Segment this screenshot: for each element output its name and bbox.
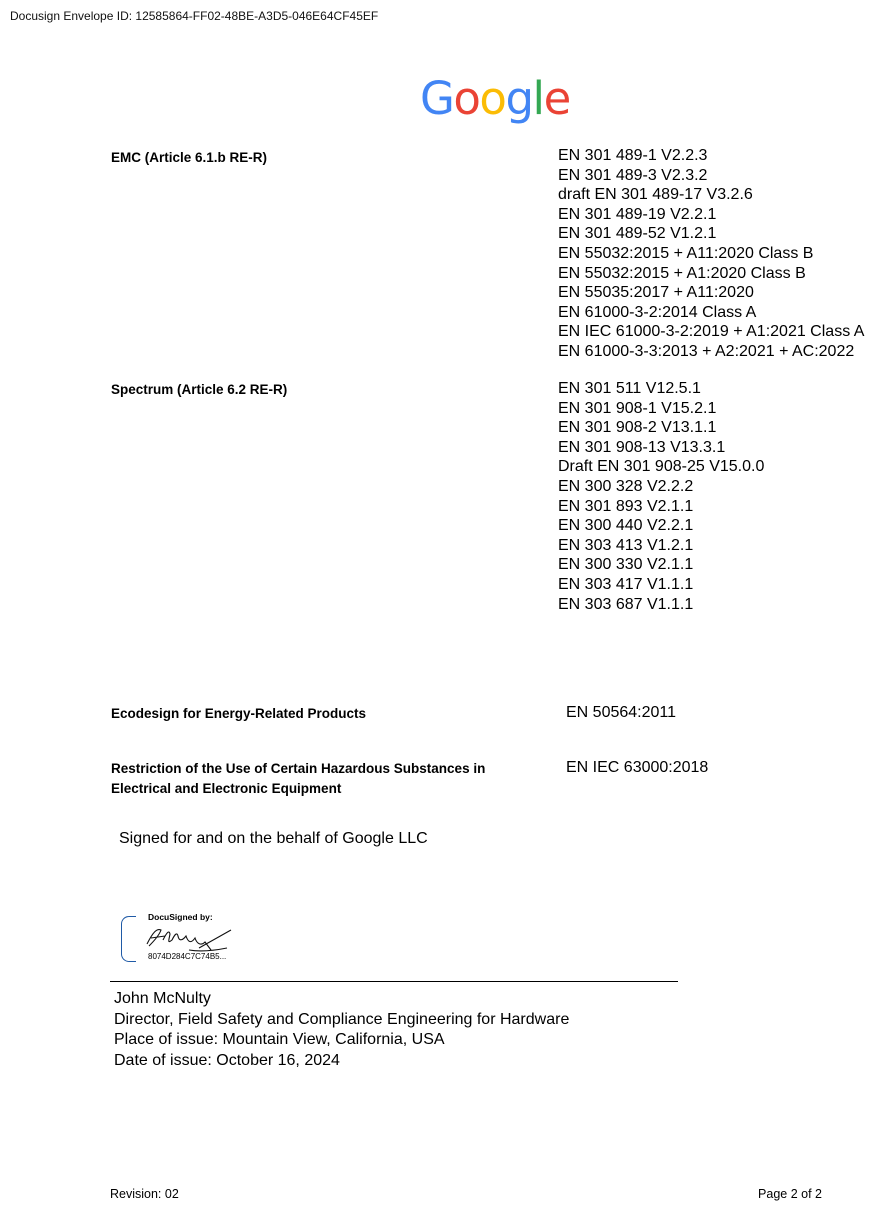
- signed-for-text: Signed for and on the behalf of Google LLC: [119, 830, 428, 847]
- logo-letter: e: [543, 72, 570, 125]
- page-number: Page 2 of 2: [758, 1187, 822, 1201]
- standard-item: EN 55032:2015 + A1:2020 Class B: [558, 264, 806, 282]
- logo-letter: G: [420, 72, 454, 125]
- standard-item: EN 303 413 V1.2.1: [558, 536, 694, 554]
- rohs-label-line1: Restriction of the Use of Certain Hazardous Substances in: [111, 761, 486, 776]
- ecodesign-label: Ecodesign for Energy-Related Products: [111, 706, 367, 721]
- revision: Revision: 02: [110, 1187, 179, 1201]
- signer-block: [114, 989, 569, 1071]
- signer-title: Director, Field Safety and Compliance Engineering for Hardware: [114, 1010, 570, 1028]
- date-of-issue: Date of issue: October 16, 2024: [114, 1051, 340, 1069]
- docusign-signature-block: [121, 912, 241, 962]
- logo-letter: o: [453, 72, 480, 125]
- signer-name: John McNulty: [114, 990, 211, 1007]
- spectrum-label: Spectrum (Article 6.2 RE-R): [111, 382, 288, 397]
- standard-item: EN 61000-3-3:2013 + A2:2021 + AC:2022: [558, 342, 855, 360]
- standard-item: EN 300 328 V2.2.2: [558, 477, 694, 495]
- standard-item: Draft EN 301 908-25 V15.0.0: [558, 458, 765, 476]
- standard-item: EN 301 489-52 V1.2.1: [558, 225, 717, 243]
- standard-item: draft EN 301 489-17 V3.2.6: [558, 186, 753, 204]
- logo-letter: o: [479, 72, 506, 125]
- rohs-standard: EN IEC 63000:2018: [566, 759, 709, 776]
- standard-item: EN 301 489-3 V2.3.2: [558, 166, 708, 184]
- standard-item: EN 303 687 V1.1.1: [558, 595, 694, 613]
- docusigned-by-label: DocuSigned by:: [148, 912, 213, 922]
- ecodesign-standard: EN 50564:2011: [566, 704, 677, 721]
- spectrum-standards-list: [558, 379, 764, 614]
- docusign-bracket: [121, 916, 136, 962]
- standard-item: EN 301 511 V12.5.1: [558, 380, 701, 397]
- standard-item: EN 301 893 V2.1.1: [558, 497, 694, 515]
- standard-item: EN 301 908-13 V13.3.1: [558, 438, 726, 456]
- emc-standards-list: [558, 146, 864, 362]
- logo-letter: l: [532, 72, 544, 125]
- rohs-label-line2: Electrical and Electronic Equipment: [111, 780, 342, 796]
- standard-item: EN 55032:2015 + A11:2020 Class B: [558, 244, 814, 262]
- place-of-issue: Place of issue: Mountain View, California, USA: [114, 1031, 445, 1048]
- signature-line: [110, 981, 678, 982]
- rohs-label: [111, 759, 485, 798]
- logo-letter: g: [505, 72, 533, 125]
- google-logo: [420, 72, 570, 125]
- standard-item: EN IEC 61000-3-2:2019 + A1:2021 Class A: [558, 323, 865, 341]
- handwritten-signature: [139, 922, 234, 954]
- standard-item: EN 303 417 V1.1.1: [558, 575, 694, 593]
- standard-item: EN 61000-3-2:2014 Class A: [558, 303, 757, 321]
- standard-item: EN 301 908-1 V15.2.1: [558, 399, 717, 417]
- standard-item: EN 55035:2017 + A11:2020: [558, 284, 754, 302]
- docusign-id: 8074D284C7C74B5...: [148, 952, 227, 961]
- standard-item: EN 300 440 V2.2.1: [558, 517, 694, 535]
- envelope-id: Docusign Envelope ID: 12585864-FF02-48BE-A3D5-046E64CF45EF: [10, 9, 379, 23]
- standard-item: EN 301 489-19 V2.2.1: [558, 205, 717, 223]
- emc-label: EMC (Article 6.1.b RE-R): [111, 150, 268, 165]
- standard-item: EN 301 908-2 V13.1.1: [558, 419, 717, 437]
- standard-item: EN 301 489-1 V2.2.3: [558, 147, 708, 164]
- standard-item: EN 300 330 V2.1.1: [558, 556, 694, 574]
